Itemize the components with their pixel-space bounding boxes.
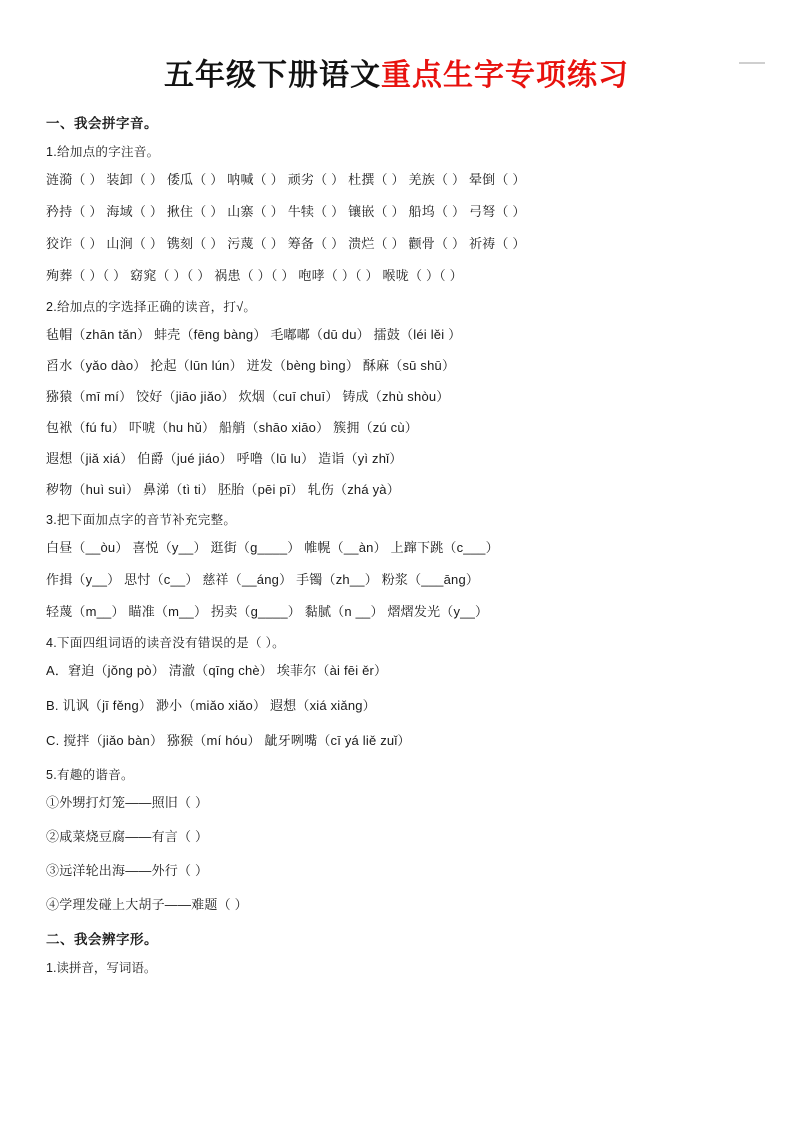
answer-row: 毡帽（zhān tǎn） 蚌壳（fēng bàng） 毛嘟嘟（dū du） 擂鼓（léi lěi ） <box>46 327 462 342</box>
answer-row: 殉葬（ ）（ ） 窈窕（ ）（ ） 祸患（ ）（ ） 咆哮（ ）（ ） 喉咙（ ）（ ） <box>46 268 463 283</box>
choice-option: A．窘迫（jǒng pò） 清澈（qīng chè） 埃菲尔（ài fēi ěr） <box>46 663 388 678</box>
page-title-red: 重点生字专项练习 <box>381 59 629 92</box>
answer-row: 包袱（fú fu） 吓唬（hu hǔ） 船艄（shāo xiāo） 簇拥（zú cù） <box>46 420 418 435</box>
question-label-1-1: 1.给加点的字注音。 <box>46 145 160 159</box>
answer-row: 矜持（ ） 海域（ ） 揪住（ ） 山寨（ ） 牛犊（ ） 镶嵌（ ） 船坞（ ） 弓弩（ ） <box>46 204 526 219</box>
answer-row: 白昼（__òu） 喜悦（y__） 逛街（g____） 帷幌（__àn） 上蹿下跳（c___） <box>46 540 499 555</box>
question-label-1-2: 2.给加点的字选择正确的读音，打√。 <box>46 300 257 314</box>
answer-row: 猕猿（mī mí） 饺好（jiāo jiǎo） 炊烟（cuī chuī） 铸成（zhù shòu） <box>46 389 450 404</box>
choice-option: C. 搅拌（jiǎo bàn） 猕猴（mí hóu） 龇牙咧嘴（cī yá liě zuǐ） <box>46 733 411 748</box>
answer-row: 遐想（jiǎ xiá） 伯爵（jué jiáo） 呼噜（lū lu） 造诣（yì zhǐ） <box>46 451 403 466</box>
page-title <box>46 50 747 94</box>
answer-row: 涟漪（ ） 装卸（ ） 倭瓜（ ） 呐喊（ ） 顽劣（ ） 杜撰（ ） 羌族（ ） 晕倒（ ） <box>46 172 526 187</box>
question-label-1-4: 4.下面四组词语的读音没有错误的是（ ）。 <box>46 636 285 650</box>
answer-row: ①外甥打灯笼——照旧（ ） <box>46 795 209 810</box>
answer-row: ②咸菜烧豆腐——有言（ ） <box>46 829 209 844</box>
answer-row: ④学理发碰上大胡子——难题（ ） <box>46 897 248 912</box>
question-label-2-1: 1.读拼音，写词语。 <box>46 961 157 975</box>
answer-row: 舀水（yǎo dào） 抡起（lūn lún） 迸发（bèng bìng） 酥麻（sū shū） <box>46 358 456 373</box>
question-label-1-3: 3.把下面加点字的音节补充完整。 <box>46 513 237 527</box>
question-label-1-5: 5.有趣的谐音。 <box>46 768 134 782</box>
answer-row: 秽物（huì suì） 鼻涕（tì ti） 胚胎（pēi pī） 轧伤（zhá yà） <box>46 482 400 497</box>
answer-row: 狡诈（ ） 山涧（ ） 镌刻（ ） 污蔑（ ） 筹备（ ） 溃烂（ ） 颧骨（ ） 祈祷（ ） <box>46 236 526 251</box>
section-heading-2: 二、我会辨字形。 <box>46 932 158 947</box>
answer-row: 作揖（y__） 思忖（c__） 慈祥（__áng） 手镯（zh__） 粉浆（___āng） <box>46 572 480 587</box>
section-heading-1: 一、我会拼字音。 <box>46 116 158 131</box>
choice-option: B. 讥讽（jī fěng） 渺小（miǎo xiǎo） 遐想（xiá xiǎng） <box>46 698 376 713</box>
page-title-black: 五年级下册语文 <box>164 59 381 92</box>
corner-decoration <box>739 62 765 64</box>
answer-row: 轻蔑（m__） 瞄准（m__） 拐卖（g____） 黏腻（n __） 熠熠发光（y__） <box>46 604 489 619</box>
answer-row: ③远洋轮出海——外行（ ） <box>46 863 209 878</box>
